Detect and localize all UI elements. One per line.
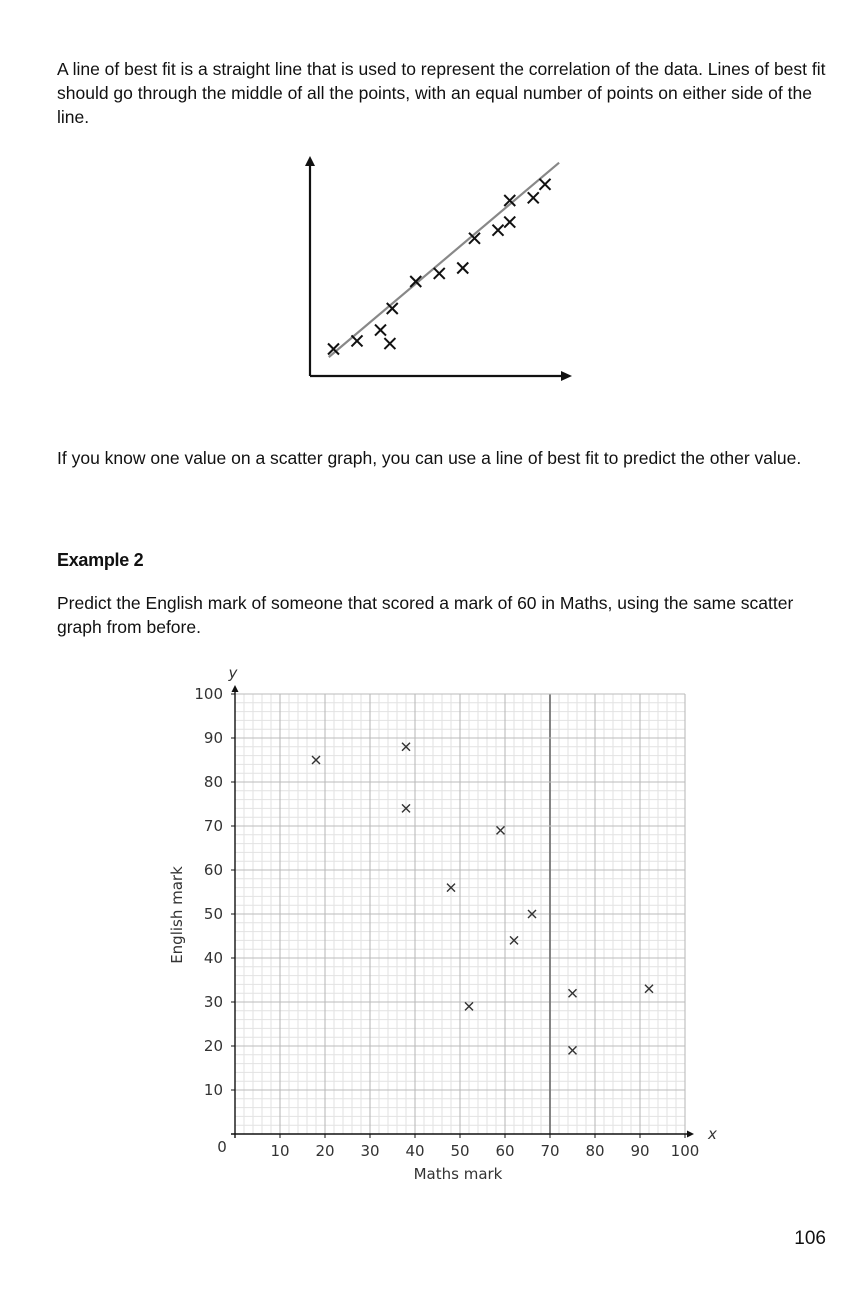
y-tick-label: 100	[194, 685, 223, 703]
data-point	[540, 179, 551, 190]
example-question: Predict the English mark of someone that scored a mark of 60 in Maths, using the same scatter graph from before.	[57, 593, 794, 637]
best-fit-line	[329, 163, 559, 357]
x-axis-arrow	[687, 1131, 694, 1138]
x-tick-label: 50	[450, 1142, 470, 1160]
x-tick-label: 60	[495, 1142, 515, 1160]
page-number: 106	[794, 1228, 826, 1249]
line-of-best-fit-diagram	[295, 150, 585, 390]
diagram-points	[328, 179, 551, 355]
y-tick-label: 40	[203, 949, 223, 967]
y-tick-label: 20	[203, 1037, 223, 1055]
origin-label: 0	[217, 1138, 227, 1156]
x-tick-label: 70	[540, 1142, 560, 1160]
data-point	[497, 826, 505, 834]
data-point	[352, 335, 363, 346]
x-tick-label: 30	[360, 1142, 380, 1160]
graph-axes	[231, 685, 694, 1138]
data-point	[504, 217, 515, 228]
data-point	[375, 325, 386, 336]
y-tick-label: 60	[203, 861, 223, 879]
intro-paragraph: A line of best fit is a straight line that is used to represent the correlation of the data. Lines of best fit should go through the middle of all the points, with an equal number of points on either side of the line.	[57, 59, 826, 127]
y-tick-label: 50	[203, 905, 223, 923]
y-axis-letter: y	[228, 664, 238, 682]
x-tick-label: 10	[270, 1142, 290, 1160]
x-tick-label: 90	[630, 1142, 650, 1160]
y-tick-label: 70	[203, 817, 223, 835]
x-tick-label: 100	[670, 1142, 700, 1160]
x-tick-label: 20	[315, 1142, 335, 1160]
scatter-graph	[160, 655, 720, 1190]
y-axis-label: English mark	[168, 866, 186, 964]
x-axis-label: Maths mark	[413, 1165, 503, 1183]
y-axis-arrow	[232, 685, 239, 692]
diagram-y-arrow	[305, 156, 315, 166]
x-tick-label: 80	[585, 1142, 605, 1160]
graph-grid	[235, 694, 685, 1134]
x-axis-letter: x	[708, 1125, 717, 1143]
x-tick-label: 40	[405, 1142, 425, 1160]
graph-points	[312, 743, 653, 1055]
data-point	[434, 268, 445, 279]
data-point	[457, 263, 468, 274]
data-point	[569, 1046, 577, 1054]
y-tick-label: 80	[203, 773, 223, 791]
diagram-x-arrow	[561, 371, 572, 381]
y-tick-label: 30	[203, 993, 223, 1011]
data-point	[493, 225, 504, 236]
y-tick-label: 90	[203, 729, 223, 747]
example-heading: Example 2	[57, 550, 144, 570]
data-point	[384, 338, 395, 349]
best-fit-line-layer	[329, 163, 559, 357]
prediction-paragraph: If you know one value on a scatter graph, you can use a line of best fit to predict the other value.	[57, 448, 802, 468]
diagram-axes	[305, 156, 572, 381]
data-point	[528, 192, 539, 203]
y-tick-label: 10	[203, 1081, 223, 1099]
